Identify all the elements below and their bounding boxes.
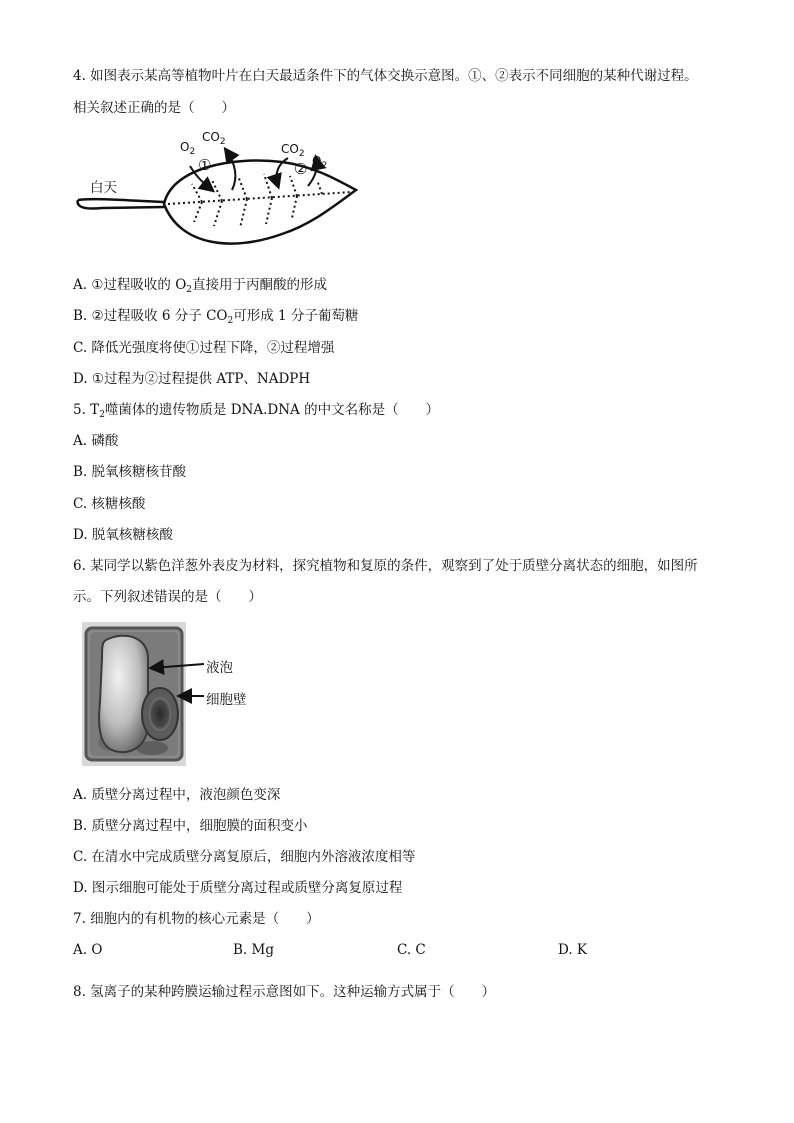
q4-stem-line1: 4. 如图表示某高等植物叶片在白天最适条件下的气体交换示意图。①、②表示不同细胞的某种代谢过程。 [73, 68, 698, 84]
q4-stem-line2: 相关叙述正确的是（ ） [73, 100, 235, 116]
q4-option-d: D. ①过程为②过程提供 ATP、NADPH [73, 371, 311, 387]
q7-option-a: A. O [73, 942, 103, 958]
q7-stem: 7. 细胞内的有机物的核心元素是（ ） [73, 911, 320, 927]
q4-option-b: B. ②过程吸收 6 分子 $CO_2$可形成 1 分子葡萄糖 [73, 308, 359, 326]
cell-figure [82, 622, 292, 766]
leaf-petiole [78, 199, 164, 208]
q8-stem: 8. 氢离子的某种跨膜运输过程示意图如下。这种运输方式属于（ ） [73, 984, 496, 1000]
q5-stem: 5. $T_2$噬菌体的遗传物质是 DNA.DNA 的中文名称是（ ） [73, 402, 440, 420]
label-o2-2: $O_2$ [312, 154, 328, 171]
q4-option-c: C. 降低光强度将使①过程下降，②过程增强 [73, 340, 335, 356]
label-process-1: ① [198, 156, 212, 174]
q6-option-a: A. 质壁分离过程中，液泡颜色变深 [73, 787, 281, 803]
q5-option-a: A. 磷酸 [73, 433, 119, 449]
label-process-2: ② [294, 160, 308, 178]
label-co2-2: $CO_2$ [281, 142, 305, 159]
q6-stem-line1: 6. 某同学以紫色洋葱外表皮为材料，探究植物和复原的条件，观察到了处于质壁分离状态的细胞，如图所 [73, 558, 698, 574]
q5-option-c: C. 核糖核酸 [73, 496, 146, 512]
label-vacuole: 液泡 [206, 660, 233, 676]
q5-option-d: D. 脱氧核糖核酸 [73, 527, 173, 543]
label-o2-1: $O_2$ [180, 140, 196, 157]
q7-option-b: B. Mg [233, 942, 274, 958]
q6-option-c: C. 在清水中完成质壁分离复原后，细胞内外溶液浓度相等 [73, 849, 416, 865]
vacuole-shape [99, 636, 148, 752]
q7-option-c: C. C [397, 942, 426, 958]
q5-option-b: B. 脱氧核糖核苷酸 [73, 464, 187, 480]
leaf-figure [72, 128, 372, 256]
label-daytime: 白天 [90, 180, 117, 196]
q6-stem-line2: 示。下列叙述错误的是（ ） [73, 589, 262, 605]
process1-out-arrow [226, 150, 235, 190]
leaf-diagram [72, 128, 372, 256]
leaf-blade [164, 161, 356, 244]
leaf-midrib [168, 192, 352, 204]
q6-option-b: B. 质壁分离过程中，细胞膜的面积变小 [73, 818, 308, 834]
q7-option-d: D. K [558, 942, 588, 958]
leaf-veins [192, 174, 322, 228]
q4-option-a: A. ①过程吸收的 $O_2$直接用于丙酮酸的形成 [73, 277, 328, 295]
q6-option-d: D. 图示细胞可能处于质壁分离过程或质壁分离复原过程 [73, 880, 403, 896]
label-cell-wall: 细胞壁 [206, 692, 247, 708]
label-co2-1: $CO_2$ [202, 130, 226, 147]
